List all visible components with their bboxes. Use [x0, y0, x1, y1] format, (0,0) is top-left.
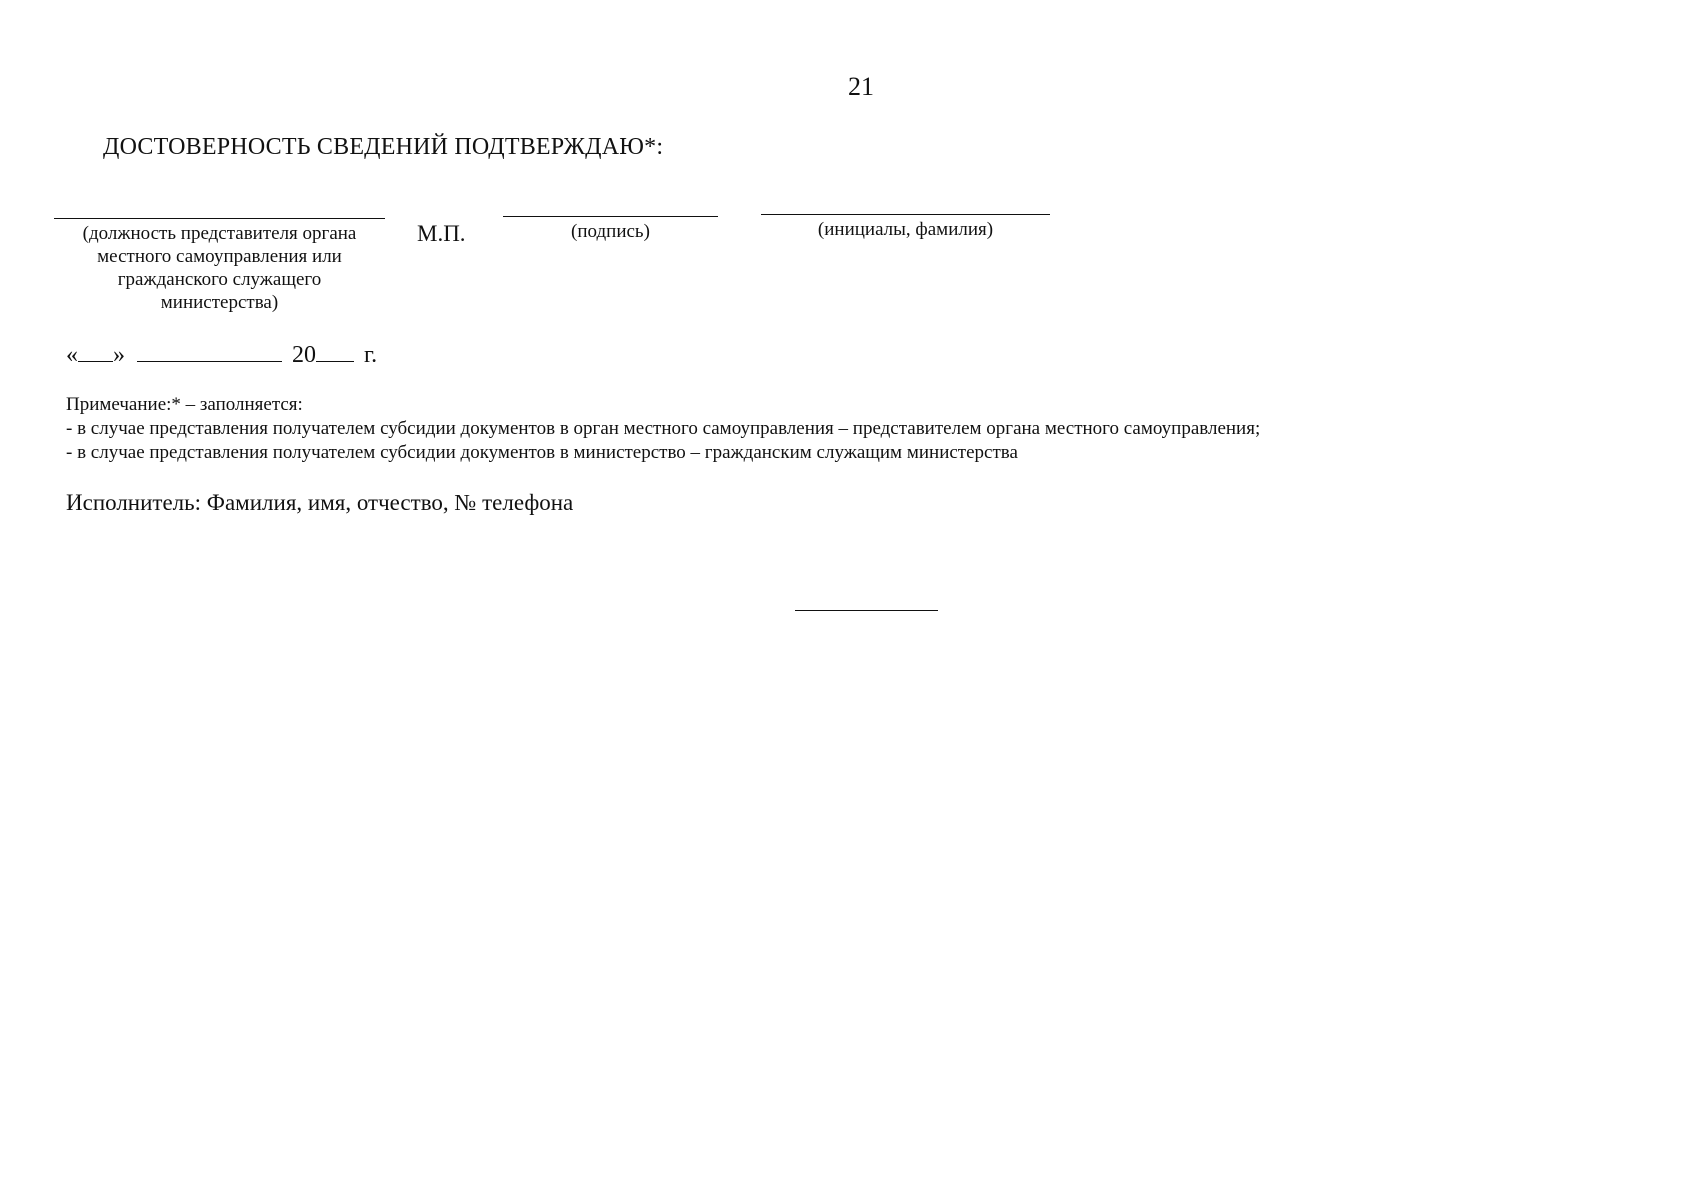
notes-item: - в случае представления получателем субсидии документов в министерство – гражданским служащим министерства [66, 442, 1018, 463]
executor-line: Исполнитель: Фамилия, имя, отчество, № телефона [66, 490, 574, 515]
notes [66, 393, 1260, 465]
signature-line [503, 216, 718, 217]
name-caption: (инициалы, фамилия) [817, 219, 994, 240]
year-blank [316, 341, 354, 362]
position-caption-line-4: министерства) [160, 292, 279, 313]
signature-caption: (подпись) [571, 221, 650, 242]
date-open-quote: « [66, 342, 78, 368]
position-caption-line-2: местного самоуправления или [97, 246, 342, 267]
name-line [761, 214, 1050, 215]
confirmation-heading: ДОСТОВЕРНОСТЬ СВЕДЕНИЙ ПОДТВЕРЖДАЮ*: [103, 134, 664, 160]
notes-item: - в случае представления получателем субсидии документов в орган местного самоуправления – представителем органа местного самоуправления; [66, 418, 1261, 439]
month-blank [137, 341, 282, 362]
position-line [54, 218, 385, 219]
position-caption-line-3: гражданского служащего [117, 269, 322, 290]
year-prefix: 20 [292, 342, 316, 368]
year-suffix: г. [364, 342, 378, 368]
day-blank [78, 341, 113, 362]
notes-title: Примечание:* – заполняется: [66, 394, 303, 415]
page-number: 21 [848, 72, 874, 101]
position-caption-line-1: (должность представителя органа [82, 223, 357, 244]
stamp-label: М.П. [417, 221, 466, 246]
date-close-quote: » [113, 342, 125, 368]
date-row [66, 341, 377, 369]
position-caption [54, 222, 385, 314]
end-separator-line [795, 610, 938, 611]
